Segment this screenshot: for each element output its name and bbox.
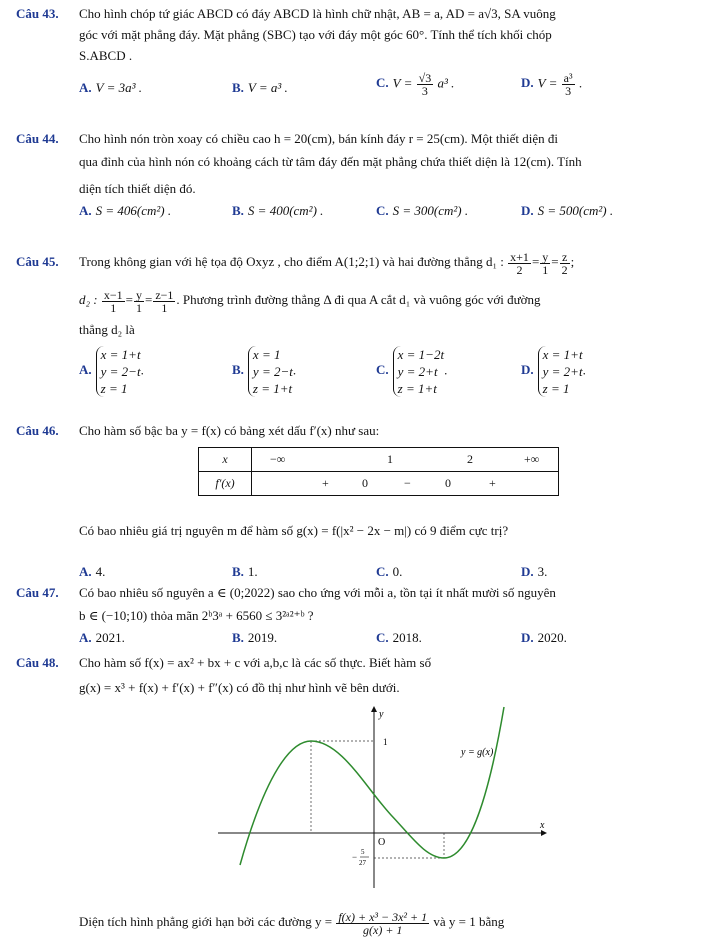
table-cell: 2 — [467, 452, 473, 466]
question-line: Cho hàm số bậc ba y = f(x) có bảng xét dấu f′(x) như sau: — [79, 423, 380, 438]
question-47 — [16, 585, 706, 645]
option-a[interactable]: A. 4. — [79, 564, 106, 579]
option-c[interactable]: C. V = $\frac{√3}{3}$ a³ . — [376, 71, 455, 98]
option-b[interactable]: B. 2019. — [232, 630, 278, 645]
question-line: diện tích thiết diện đó. — [79, 181, 196, 196]
x-axis-label: x — [540, 820, 545, 831]
question-line: Trong không gian với hệ tọa độ Oxyz , cho điểm A(1;2;1) và hai đường thẳng d₁ : $\frac{x+1}{2}$ = $\frac{y}{1}$ = $\frac{z}{2}$ ; — [79, 249, 575, 277]
option-b[interactable]: B. V = a³ . — [232, 80, 288, 95]
option-a[interactable]: A. S = 406(cm²) . — [79, 203, 172, 218]
question-44 — [16, 131, 706, 226]
tick-label-neg: − — [352, 852, 358, 862]
question-line: thẳng d₂ là — [79, 322, 135, 337]
option-d[interactable]: D. 2020. — [521, 630, 567, 645]
option-d[interactable]: D. 3. — [521, 564, 548, 579]
question-number: Câu 48. — [16, 655, 59, 670]
table-cell: −∞ — [270, 452, 286, 466]
origin-label: O — [378, 837, 386, 848]
option-c[interactable]: C. 0. — [376, 564, 403, 579]
table-cell: 1 — [387, 452, 393, 466]
question-number: Câu 47. — [16, 585, 59, 600]
tick-label-den: 27 — [359, 859, 366, 867]
option-b[interactable]: B. S = 400(cm²) . — [232, 203, 324, 218]
function-graph — [216, 703, 556, 893]
tick-label-num: 5 — [361, 848, 365, 856]
question-line: g(x) = x³ + f(x) + f′(x) + f″(x) có đồ thị như hình vẽ bên dưới. — [79, 680, 400, 695]
question-line: Cho hình nón tròn xoay có chiều cao h = 20(cm), bán kính đáy r = 25(cm). Một thiết diện đi — [79, 131, 558, 146]
curve-label: y = g(x) — [461, 747, 494, 758]
option-c[interactable]: C. 2018. — [376, 630, 422, 645]
question-number: Câu 44. — [16, 131, 59, 146]
question-line: b ∈ (−10;10) thỏa mãn 2ᵇ3ᵃ + 6560 ≤ 3²ᵃ²⁺ᵇ ? — [79, 608, 314, 623]
question-number: Câu 43. — [16, 6, 59, 21]
question-line: S.ABCD . — [79, 48, 133, 63]
option-d[interactable]: D. V = $\frac{\text{a³}}{3}$ . — [521, 71, 583, 98]
question-number: Câu 46. — [16, 423, 59, 438]
option-d[interactable]: D. S = 500(cm²) . — [521, 203, 614, 218]
option-a[interactable]: A.x = 1+t y = 2−t z = 1. — [79, 347, 144, 396]
question-line: Có bao nhiêu giá trị nguyên m để hàm số g(x) = f(|x² − 2x − m|) có 9 điểm cực trị? — [79, 523, 509, 538]
table-cell: 0 — [362, 476, 368, 490]
question-line: góc với mặt phẳng đáy. Mặt phẳng (SBC) tạo với đáy một góc 60°. Tính thể tích khối chóp — [79, 27, 552, 42]
question-line: qua đỉnh của hình nón có khoảng cách từ tâm đáy đến mặt phẳng chứa thiết diện là 12(cm). Tính — [79, 154, 582, 169]
y-axis-label: y — [379, 709, 384, 720]
table-head-x: x — [199, 448, 252, 472]
table-cell: 0 — [445, 476, 451, 490]
question-48 — [16, 655, 706, 947]
table-cell: +∞ — [524, 452, 540, 466]
option-a[interactable]: A. V = 3a³ . — [79, 80, 143, 95]
question-43 — [16, 6, 706, 106]
option-c[interactable]: C. S = 300(cm²) . — [376, 203, 469, 218]
table-head-fprime: f′(x) — [199, 472, 252, 496]
table-cell: + — [489, 476, 496, 490]
option-d[interactable]: D.x = 1+t y = 2+t z = 1. — [521, 347, 586, 396]
question-line: Cho hình chóp tứ giác ABCD có đáy ABCD là hình chữ nhật, AB = a, AD = a√3, SA vuông — [79, 6, 556, 21]
option-b[interactable]: B.x = 1 y = 2−t z = 1+t. — [232, 347, 297, 396]
table-row — [199, 472, 559, 496]
curve-g — [240, 707, 504, 865]
table-cell: − — [404, 476, 411, 490]
question-line: Có bao nhiêu số nguyên a ∈ (0;2022) sao cho ứng với mỗi a, tồn tại ít nhất mười số nguyên — [79, 585, 556, 600]
question-line: Cho hàm số f(x) = ax² + bx + c với a,b,c là các số thực. Biết hàm số — [79, 655, 432, 670]
table-row — [199, 448, 559, 472]
question-number: Câu 45. — [16, 254, 59, 269]
tick-label-1: 1 — [383, 737, 388, 747]
option-c[interactable]: C.x = 1−2t y = 2+t z = 1+t. — [376, 347, 448, 396]
sign-table — [198, 447, 559, 496]
question-46 — [16, 423, 706, 583]
question-45 — [16, 249, 706, 414]
option-a[interactable]: A. 2021. — [79, 630, 125, 645]
question-line: d₂ : $\frac{x-1}{1}$ = $\frac{y}{1}$ = $\frac{z-1}{1}$ . Phương trình đường thẳng Δ đi qua A cắt d₁ và vuông góc với đường — [79, 287, 541, 315]
table-cell: + — [322, 476, 329, 490]
question-line: Diện tích hình phẳng giới hạn bởi các đường y = $\frac{\text{f(x) + x³ − 3x² + 1}}{g(x) + 1}$ và y = 1 bằng — [79, 909, 505, 937]
option-b[interactable]: B. 1. — [232, 564, 258, 579]
